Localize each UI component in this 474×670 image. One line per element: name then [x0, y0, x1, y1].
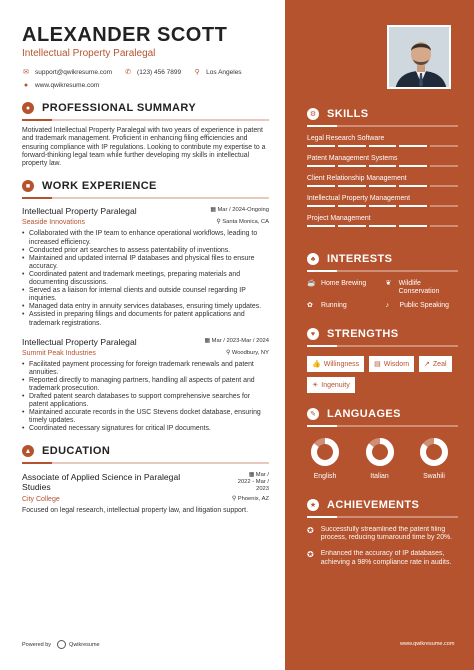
candidate-role: Intellectual Property Paralegal [22, 48, 156, 59]
strength-tag [307, 356, 364, 372]
footer-url[interactable]: www.qwikresume.com [400, 641, 455, 647]
language-name: Italian [370, 473, 389, 480]
skill-name: Client Relationship Management [307, 175, 407, 182]
strength-label: Willingness [323, 360, 360, 368]
experience-divider [22, 197, 269, 199]
interest-item [386, 280, 459, 296]
job-date-text: Mar / 2024-Ongoing [217, 207, 269, 214]
skill-level-bar [307, 165, 458, 167]
interest-item [307, 302, 380, 310]
skill-name: Patent Management Systems [307, 155, 398, 162]
interest-item [307, 280, 380, 296]
interest-label: Running [321, 302, 347, 309]
email-icon: ✉ [23, 69, 29, 76]
achievements-divider [307, 516, 458, 518]
bullet-item: • Coordinated necessary signatures for critical IP documents. [22, 425, 269, 433]
strengths-icon: ♥ [307, 328, 319, 340]
company-name: Summit Peak Industries [22, 349, 96, 357]
book-icon: ▤ [374, 361, 381, 368]
interest-label: Home Brewing [321, 280, 367, 287]
strength-label: Wisdom [383, 360, 410, 368]
email-text[interactable]: support@qwikresume.com [35, 68, 113, 76]
edu-date-line: 2023 [256, 486, 269, 493]
bullet-item: • Maintained accurate records in the USC Stevens docket database, ensuring timely updates. [22, 409, 269, 425]
education-date [238, 472, 269, 493]
job-date [210, 207, 269, 213]
bullet-item: • Reported directly to managing partners, handling all aspects of patent and trademark prosecution. [22, 377, 269, 393]
bullet-item: • Assisted in preparing filings and documents for patent applications and trademark registrations. [22, 311, 269, 327]
summary-text: Motivated Intellectual Property Paralegal with two years of experience in patent and trademark management. Proficient in enhancing filing efficiencies and ensuring compliance with IP regulations. Looking to contribute my expertise to a forward-thinking legal team while further developing my skills in intellectual property law. [22, 127, 266, 168]
education-heading [22, 445, 269, 457]
job-bullets [22, 361, 269, 434]
qwikresume-logo-icon [57, 640, 66, 649]
calendar-icon: ▦ [204, 337, 212, 344]
skill-name: Intellectual Property Management [307, 195, 411, 202]
language-name: English [313, 473, 337, 480]
edu-date-line: 2022 - Mar / [237, 479, 269, 486]
job-date [205, 338, 269, 344]
education-title: EDUCATION [42, 445, 111, 458]
thumbs-up-icon: 👍 [312, 361, 321, 368]
skills-divider [307, 125, 458, 127]
user-icon: ● [22, 102, 34, 114]
skill-name: Legal Research Software [307, 135, 385, 142]
pin-icon: ⚲ [225, 349, 232, 356]
experience-heading [22, 180, 269, 192]
interest-item [386, 302, 459, 310]
achievements-title: ACHIEVEMENTS [327, 499, 420, 511]
summary-divider [22, 119, 269, 121]
skill-item [307, 155, 458, 167]
powered-by-text: Powered by [22, 641, 52, 648]
job-entry [22, 206, 269, 327]
languages-section [307, 408, 458, 480]
achievement-item [307, 526, 458, 542]
bullet-item: • Facilitated payment processing for foreign trademark renewals and patent annuities. [22, 361, 269, 377]
strength-tag [419, 356, 452, 372]
skill-item [307, 215, 458, 227]
summary-heading [22, 102, 269, 114]
bullet-item: • Coordinated patent and trademark meetings, preparing materials and documenting discussions. [22, 271, 269, 287]
location-text: Los Angeles [206, 68, 242, 76]
pin-icon: ⚲ [231, 496, 238, 503]
skill-level-bar [307, 145, 458, 147]
job-location-text: Woodbury, NY [231, 349, 269, 356]
bullet-item: • Conducted prior art searches to assess patentability of inventions. [22, 247, 269, 255]
website-text[interactable]: www.qwikresume.com [35, 82, 100, 89]
language-item [416, 437, 452, 480]
bullet-item: • Maintained and updated internal IP databases and physical files to ensure accuracy. [22, 255, 269, 271]
achievements-section [307, 499, 458, 567]
school-location-text: Phoenix, AZ [237, 496, 269, 503]
website-row [22, 82, 269, 89]
globe-icon: ● [23, 82, 29, 89]
job-bullets [22, 230, 269, 327]
strengths-section [307, 328, 458, 393]
company-name: Seaside Innovations [22, 219, 86, 227]
strength-tag [369, 356, 414, 372]
pin-icon: ⚲ [216, 219, 223, 226]
job-location-text: Santa Monica, CA [222, 219, 269, 226]
school-name: City College [22, 496, 60, 504]
bullet-item: • Managed data entry in annuity services databases, ensuring timely updates. [22, 303, 269, 311]
strength-label: Ingenuity [321, 381, 350, 389]
language-level-ring [419, 437, 449, 467]
achievement-text: Successfully streamlined the patent filing process, reducing turnaround time by 20%. [320, 526, 453, 542]
summary-title: PROFESSIONAL SUMMARY [42, 102, 197, 114]
interests-section [307, 253, 458, 310]
degree-title: Associate of Applied Science in Paralegal Studies [22, 472, 181, 493]
interest-label: Wildlife Conservation [398, 280, 440, 295]
paw-icon: ✿ [307, 302, 313, 309]
phone-icon: ✆ [125, 69, 131, 76]
achievement-text: Enhanced the accuracy of IP databases, achieving a 98% compliance rate in audits. [320, 550, 452, 566]
location-icon: ⚲ [194, 69, 200, 76]
job-location [226, 350, 269, 357]
skills-icon: ⚙ [307, 108, 319, 120]
trophy-icon: ★ [307, 499, 319, 511]
bullet-item: • Collaborated with the IP team to enhance operational workflows, leading to increased efficiency. [22, 230, 269, 246]
calendar-icon: ▦ [248, 472, 256, 479]
language-level-ring [310, 437, 340, 467]
skill-name: Project Management [307, 215, 371, 222]
medal-icon: ✪ [307, 526, 314, 535]
job-title: Intellectual Property Paralegal [22, 206, 137, 217]
skill-level-bar [307, 205, 458, 207]
job-location [216, 219, 269, 226]
education-description: Focused on legal research, intellectual property law, and litigation support. [22, 507, 248, 515]
job-title: Intellectual Property Paralegal [22, 336, 137, 347]
side-panel [285, 0, 474, 670]
footer [22, 640, 100, 649]
profile-photo [387, 25, 451, 89]
language-item [307, 437, 343, 480]
skill-item [307, 175, 458, 187]
languages-title: LANGUAGES [327, 408, 401, 420]
bullet-item: • Served as a liaison for internal clients and outside counsel regarding IP inquiries. [22, 287, 269, 303]
calendar-icon: ▦ [210, 207, 218, 214]
beer-icon: ☕ [307, 280, 316, 287]
strength-tag [307, 377, 355, 393]
leaf-icon: ❦ [385, 280, 392, 287]
skills-title: SKILLS [327, 108, 369, 120]
briefcase-icon: ■ [22, 180, 34, 192]
skill-level-bar [307, 185, 458, 187]
interests-divider [307, 270, 458, 272]
skills-section [307, 108, 458, 227]
language-item [362, 437, 398, 480]
language-level-ring [365, 437, 395, 467]
school-location [232, 496, 269, 503]
education-divider [22, 462, 269, 464]
strengths-divider [307, 345, 458, 347]
skill-level-bar [307, 225, 458, 227]
language-name: Swahili [423, 473, 445, 480]
skill-item [307, 195, 458, 207]
contact-row [22, 68, 269, 76]
achievement-item [307, 550, 458, 566]
zeal-icon: ↗ [424, 361, 430, 368]
languages-icon: ✎ [307, 408, 319, 420]
languages-divider [307, 425, 458, 427]
skill-item [307, 135, 458, 147]
candidate-name: ALEXANDER SCOTT [22, 24, 228, 46]
interests-icon: ♣ [307, 253, 319, 265]
person-avatar-icon [389, 27, 451, 89]
microphone-icon: ♪ [385, 302, 389, 309]
strength-label: Zeal [432, 360, 447, 368]
job-date-text: Mar / 2023-Mar / 2024 [211, 337, 269, 344]
interests-title: INTERESTS [327, 253, 393, 265]
interest-label: Public Speaking [399, 302, 449, 309]
lightbulb-icon: ☀ [312, 382, 319, 389]
brand-text[interactable]: Qwikresume [69, 641, 100, 648]
strengths-title: STRENGTHS [327, 328, 399, 340]
edu-date-line: Mar / [255, 472, 269, 479]
medal-icon: ✪ [307, 550, 314, 560]
graduation-cap-icon: ▲ [22, 445, 34, 457]
bullet-item: • Drafted patent search databases to support comprehensive searches for patent applications. [22, 393, 269, 409]
job-entry [22, 337, 269, 434]
experience-title: WORK EXPERIENCE [42, 180, 157, 193]
phone-text[interactable]: (123) 456 7899 [137, 68, 182, 76]
